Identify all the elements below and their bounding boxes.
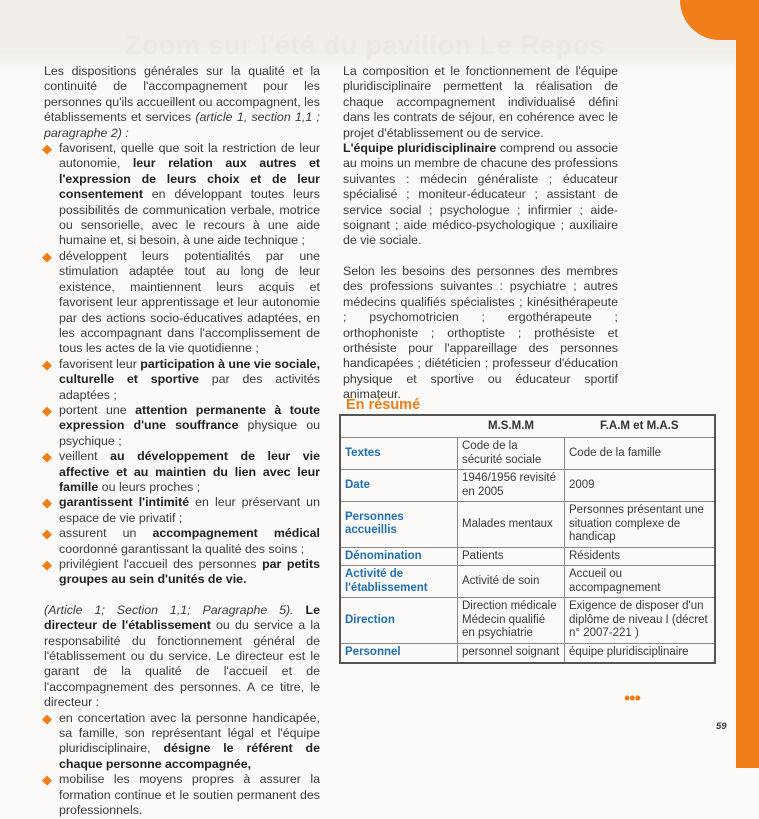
- right-column: [343, 64, 618, 403]
- table-cell: Direction médicale Médecin qualifié en psychiatrie: [458, 598, 565, 644]
- table-cell: Activité de soin: [458, 566, 565, 598]
- director-paragraph: (Article 1; Section 1,1; Paragraphe 5). Le directeur de l'établissement ou du service a la responsabilité du fonctionnement général de l'établissement ou du service. Le directeur est le garant de la qualité de l'accueil et de l'accompagnement des personnes. A ce titre, le directeur :: [44, 602, 320, 710]
- bullet-7: ◆ assurent un accompagnement médical coordonné garantissant la qualité des soins ;: [42, 526, 320, 556]
- diamond-bullet-icon: ◆: [42, 772, 52, 788]
- table-header-row: [340, 415, 715, 438]
- row-label: Activité de l'établissement: [340, 566, 458, 598]
- bullet-5: ◆ veillent au développement de leur vie affective et au maintien du lien avec leur famille ou leurs proches ;: [42, 449, 320, 494]
- row-label: Dénomination: [340, 547, 458, 566]
- bullet-3: ◆ favorisent leur participation à une vie sociale, culturelle et sportive par des activités adaptées ;: [42, 356, 321, 402]
- row-label: Personnes accueillis: [340, 502, 458, 548]
- left-column: [44, 64, 320, 819]
- table-cell: équipe pluridisciplinaire: [565, 643, 716, 663]
- column-header-fam-mas: F.A.M et M.A.S: [599, 419, 679, 432]
- diamond-bullet-icon: ◆: [42, 557, 52, 572]
- table-cell: 1946/1956 revisité en 2005: [458, 470, 565, 502]
- diamond-bullet-icon: ◆: [42, 710, 52, 726]
- diamond-bullet-icon: ◆: [42, 248, 52, 264]
- director-bullet-1: ◆ en concertation avec la personne handicapée, sa famille, son représentant légal et l'équipe pluridisciplinaire, désigne le référent de chaque personne accompagnée,: [42, 710, 320, 771]
- table-cell: Code de la famille: [565, 438, 716, 470]
- table-cell: personnel soignant: [458, 643, 565, 663]
- table-cell: 2009: [565, 470, 716, 502]
- orange-side-bar: [736, 0, 759, 768]
- row-label: Direction: [340, 598, 458, 644]
- row-label: Personnel: [340, 643, 458, 663]
- ghost-title: Zoom sur l'été du pavillon Le Repos: [125, 30, 605, 60]
- table-cell: Personnes présentant une situation complexe de handicap: [565, 502, 716, 548]
- table-cell: Accueil ou accompagnement: [565, 566, 716, 598]
- table-row: [340, 598, 715, 644]
- team-paragraph: L'équipe pluridisciplinaire comprend ou associe au moins un membre de chacune des professions suivantes : médecin généraliste ; éducateur spécialisé ; moniteur-éducateur ; assistant de service social ; psychologue ; infirmier ; aide-soignant ; aide médico-psychologique ; auxiliaire de vie sociale.: [343, 141, 618, 248]
- row-label: Date: [340, 470, 458, 502]
- bullet-1: ◆ favorisent, quelle que soit la restriction de leur autonomie, leur relation aux autres et l'expression de leurs choix et de leur consentement en développant toutes leurs possibilités de communication verbale, motrice ou sensorielle, avec le recours à une aide humaine et, si besoin, à une aide technique ;: [42, 141, 320, 248]
- table-cell: Code de la sécurité sociale: [458, 438, 565, 470]
- decorative-dots: •••: [624, 688, 640, 708]
- diamond-bullet-icon: ◆: [42, 495, 52, 511]
- table-cell: Malades mentaux: [458, 502, 565, 548]
- table-row: [340, 470, 715, 502]
- table-row: [340, 438, 715, 470]
- table-row: [340, 643, 715, 663]
- table-cell: Exigence de disposer d'un diplôme de niveau I (décret n° 2007-221 ): [565, 598, 716, 644]
- table-row: [340, 547, 715, 566]
- team-intro-paragraph: La composition et le fonctionnement de l'équipe pluridisciplinaire permettent la réalisation de chaque accompagnement individualisé défini dans les contrats de séjour, en cohérence avec le projet d'établissement ou de service.: [343, 64, 618, 140]
- table-cell: Résidents: [565, 547, 716, 566]
- bullet-2: ◆ développent leurs potentialités par une stimulation adaptée tout au long de leur existence, maintiennent leurs acquis et favorisent leur apprentissage et leur autonomie par des actions socio-éducatives adaptées, en les accompagnant dans l'accomplissement de tous les actes de la vie quotidienne ;: [42, 248, 320, 356]
- diamond-bullet-icon: ◆: [42, 402, 52, 418]
- bullet-8: ◆ privilégient l'accueil des personnes par petits groupes au sein d'unités de vie.: [42, 557, 320, 587]
- table-cell: Patients: [458, 547, 565, 566]
- bullet-6: ◆ garantissent l'intimité en leur préservant un espace de vie privatif ;: [42, 495, 320, 525]
- table-row: [340, 502, 715, 548]
- diamond-bullet-icon: ◆: [42, 526, 52, 542]
- page-number: 59: [716, 721, 727, 732]
- diamond-bullet-icon: ◆: [42, 356, 52, 372]
- table-row: [340, 566, 715, 598]
- summary-table: [339, 414, 716, 664]
- diamond-bullet-icon: ◆: [42, 141, 52, 157]
- director-bullet-2: ◆ mobilise les moyens propres à assurer la formation continue et le soutien permanent des professionnels.: [42, 772, 320, 818]
- row-label: Textes: [340, 438, 458, 470]
- summary-title: En résumé: [346, 397, 421, 413]
- diamond-bullet-icon: ◆: [42, 449, 52, 465]
- column-header-msmm: M.S.M.M: [488, 419, 534, 432]
- intro-paragraph: Les dispositions générales sur la qualité et la continuité de l'accompagnement pour les personnes qu'ils accueillent ou accompagnent, les établissements et services (article 1, section 1,1 ; paragraphe 2) :: [44, 64, 320, 140]
- professions-paragraph: Selon les besoins des personnes des membres des professions suivantes : psychiatre ; autres médecins qualifiés spécialistes ; kinésithérapeute ; psychomotricien ; ergothérapeute ; orthophoniste ; orthoptiste ; prothésiste et orthésiste pour l'appareillage des personnes handicapées ; diététicien ; professeur d'éducation physique et sportive ou éducateur sportif animateur.: [343, 263, 618, 402]
- bullet-4: ◆ portent une attention permanente à toute expression d'une souffrance physique ou psychique ;: [42, 402, 320, 448]
